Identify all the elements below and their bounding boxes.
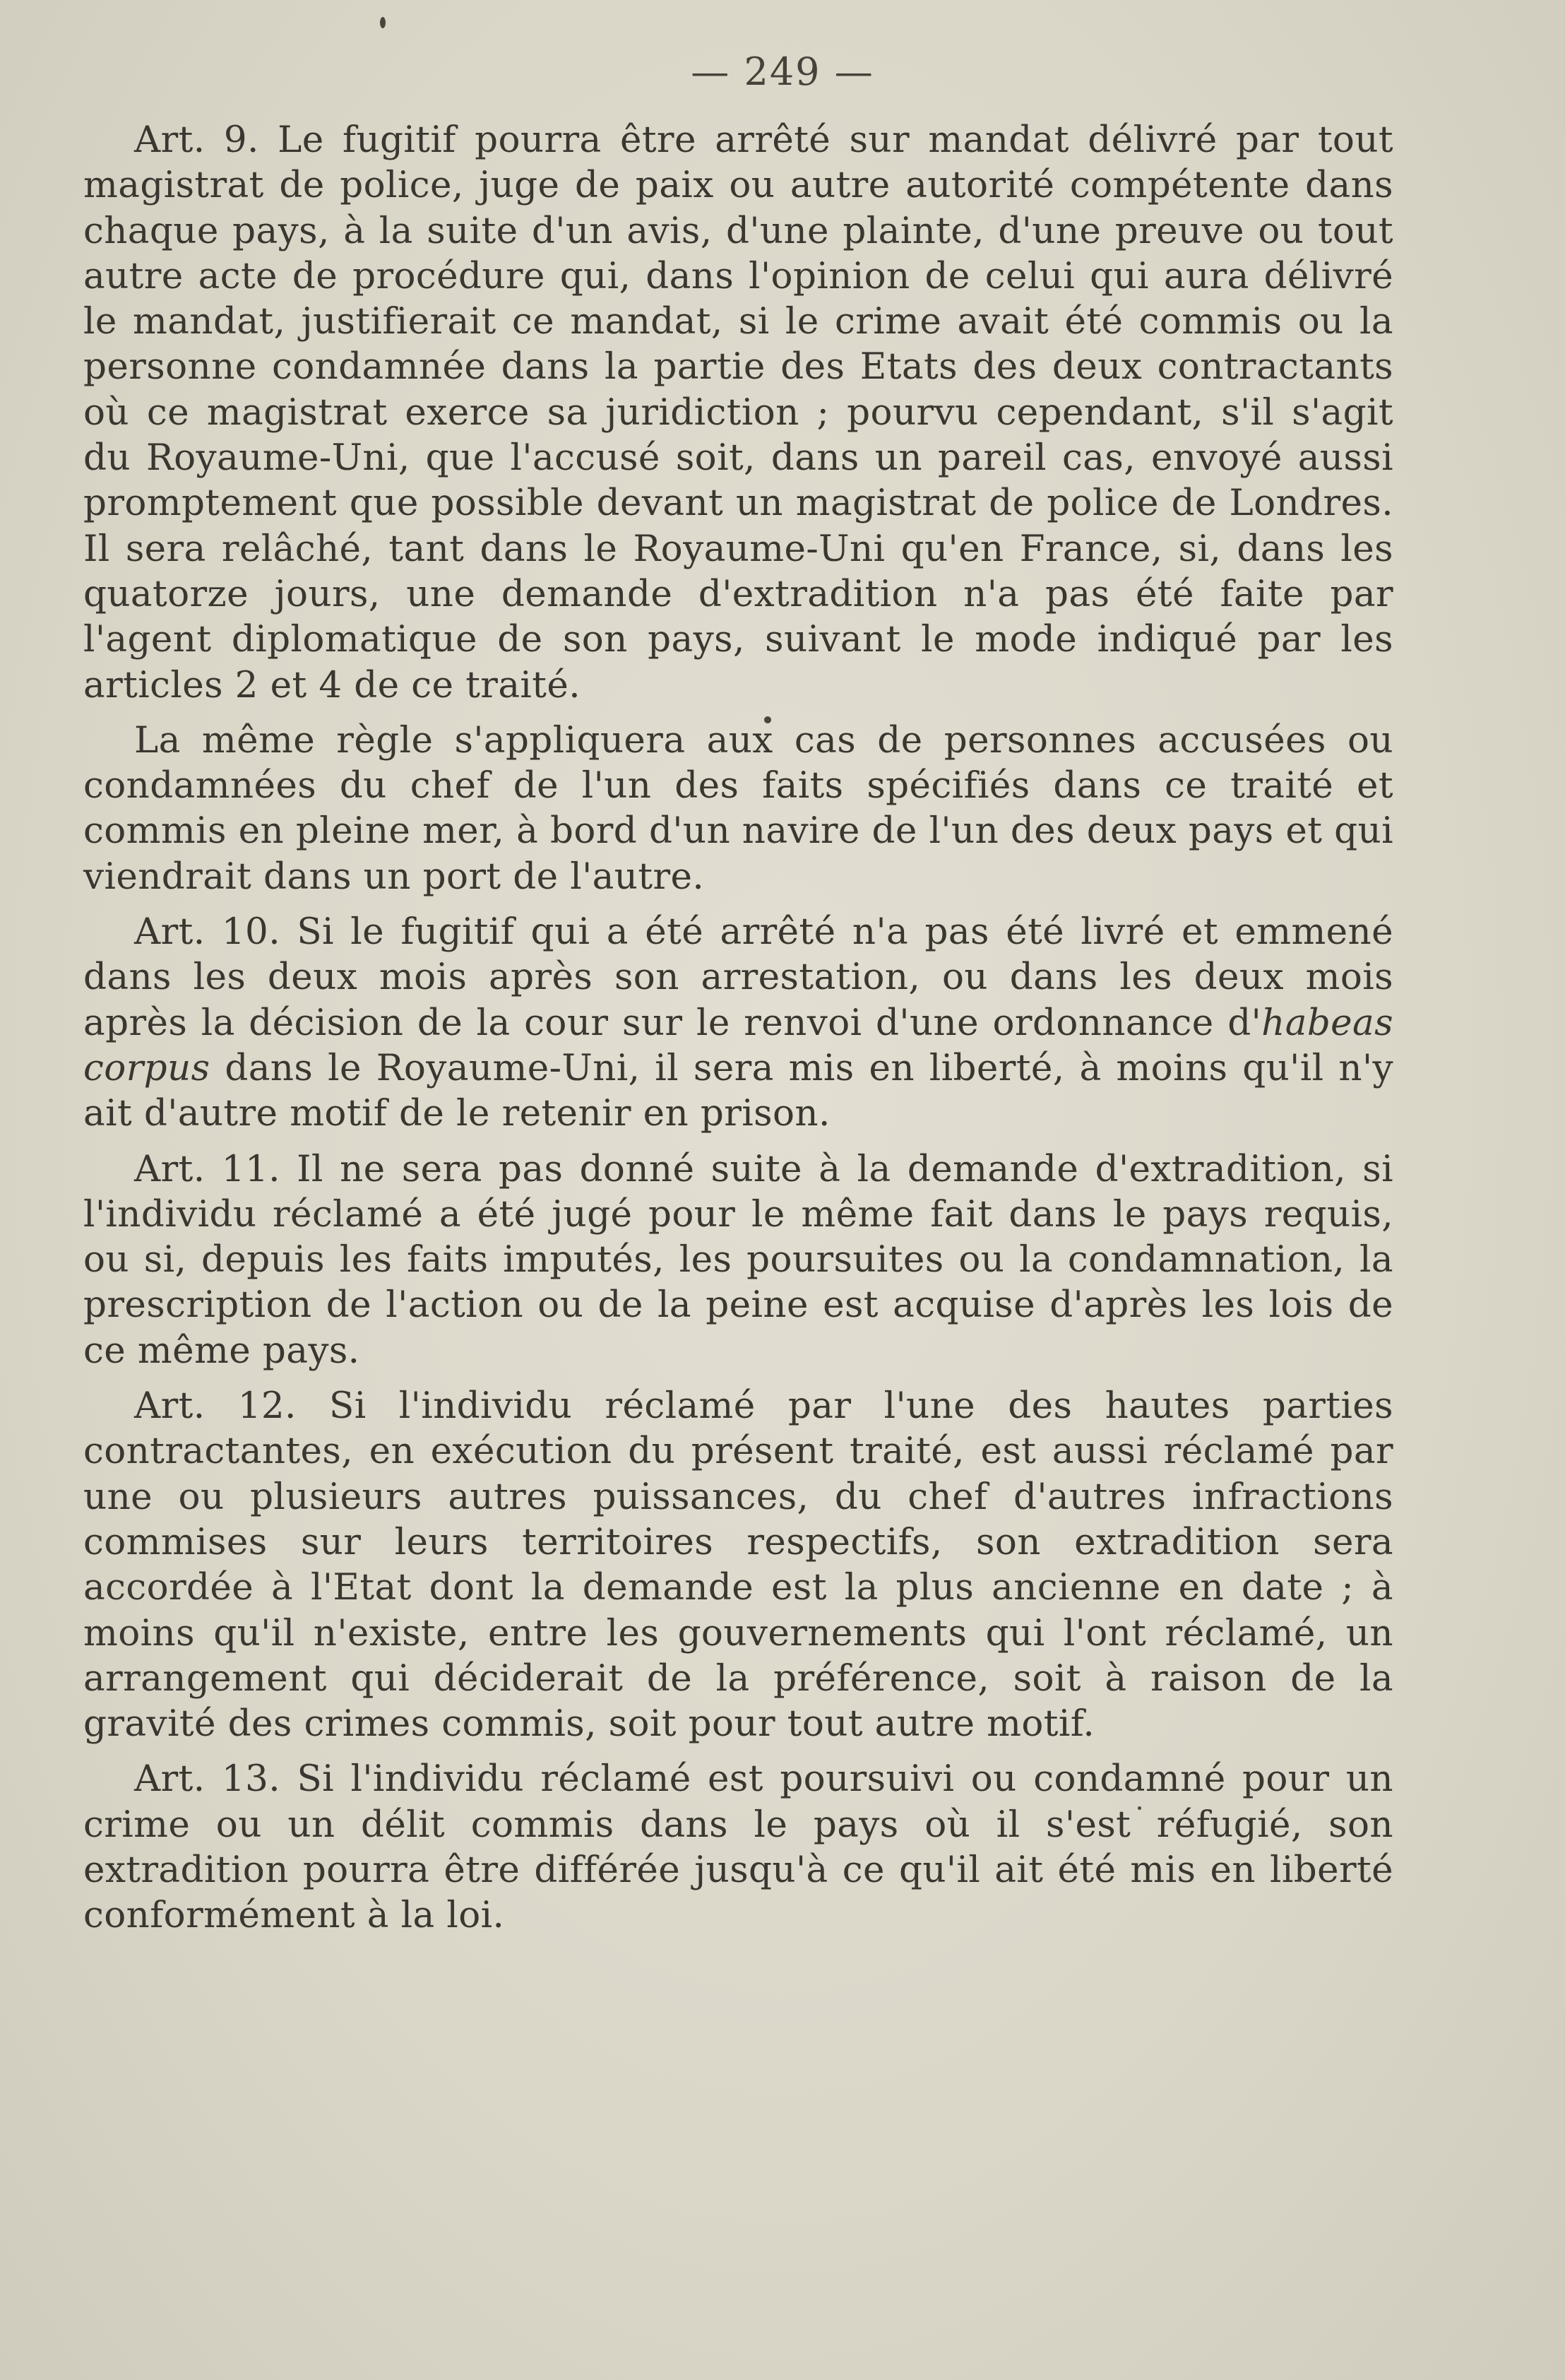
habeas-corpus-italic: habeas corpus (83, 1001, 1393, 1089)
ink-speck (380, 17, 386, 28)
body-text (83, 117, 1393, 1948)
article-10-text-start: Art. 10. Si le fugitif qui a été arrêté n'a pas été livré et emmené dans les deux mois après son arrestation, ou dans les deux mois après la décision de la cour sur le renvoi d'une ordonnance d' (83, 911, 1393, 1044)
article-9-paragraph: Art. 9. Le fugitif pourra être arrêté sur mandat délivré par tout magistrat de police, juge de paix ou autre autorité compétente dans chaque pays, à la suite d'un avis, d'une plainte, d'une preuve ou tout autre acte de procédure qui, dans l'opinion de celui qui aura délivré le mandat, justifierait ce mandat, si le crime avait été commis ou la personne condamnée dans la partie des Etats des deux contractants où ce magistrat exerce sa juridiction ; pourvu cependant, s'il s'agit du Royaume-Uni, que l'accusé soit, dans un pareil cas, envoyé aussi promptement que possible devant un magistrat de police de Londres. Il sera relâché, tant dans le Royaume-Uni qu'en France, si, dans les quatorze jours, une demande d'extradition n'a pas été faite par l'agent diplomatique de son pays, suivant le mode indiqué par les articles 2 et 4 de ce traité. (83, 119, 1393, 706)
article-11-paragraph: Art. 11. Il ne sera pas donné suite à la demande d'extradition, si l'individu réclamé a été jugé pour le même fait dans le pays requis, ou si, depuis les faits imputés, les poursuites ou la condamnation, la prescription de l'action ou de la peine est acquise d'après les lois de ce même pays. (83, 1147, 1393, 1372)
page-number: — 249 — (691, 49, 874, 94)
article-13-paragraph: Art. 13. Si l'individu réclamé est poursuivi ou condamné pour un crime ou un délit commis dans le pays où il s'est réfugié, son extradition pourra être différée jusqu'à ce qu'il ait été mis en liberté conformément à la loi. (83, 1758, 1393, 1937)
article-10-paragraph (83, 909, 1393, 1136)
article-12-paragraph: Art. 12. Si l'individu réclamé par l'une des hautes parties contractantes, en exécution du présent traité, est aussi réclamé par une ou plusieurs autres puissances, du chef d'autres infractions commises sur leurs territoires respectifs, son extradition sera accordée à l'Etat dont la demande est la plus ancienne en date ; à moins qu'il n'existe, entre les gouvernements qui l'ont réclamé, un arrangement qui déciderait de la préférence, soit à raison de la gravité des crimes commis, soit pour tout autre motif. (83, 1385, 1393, 1746)
article-9-continuation-paragraph: La même règle s'appliquera aux cas de personnes accusées ou condamnées du chef de l'un des faits spécifiés dans ce traité et commis en pleine mer, à bord d'un navire de l'un des deux pays et qui viendrait dans un port de l'autre. (83, 718, 1393, 898)
article-10-text-end: dans le Royaume-Uni, il sera mis en liberté, à moins qu'il n'y ait d'autre motif de le retenir en prison. (83, 1046, 1393, 1135)
